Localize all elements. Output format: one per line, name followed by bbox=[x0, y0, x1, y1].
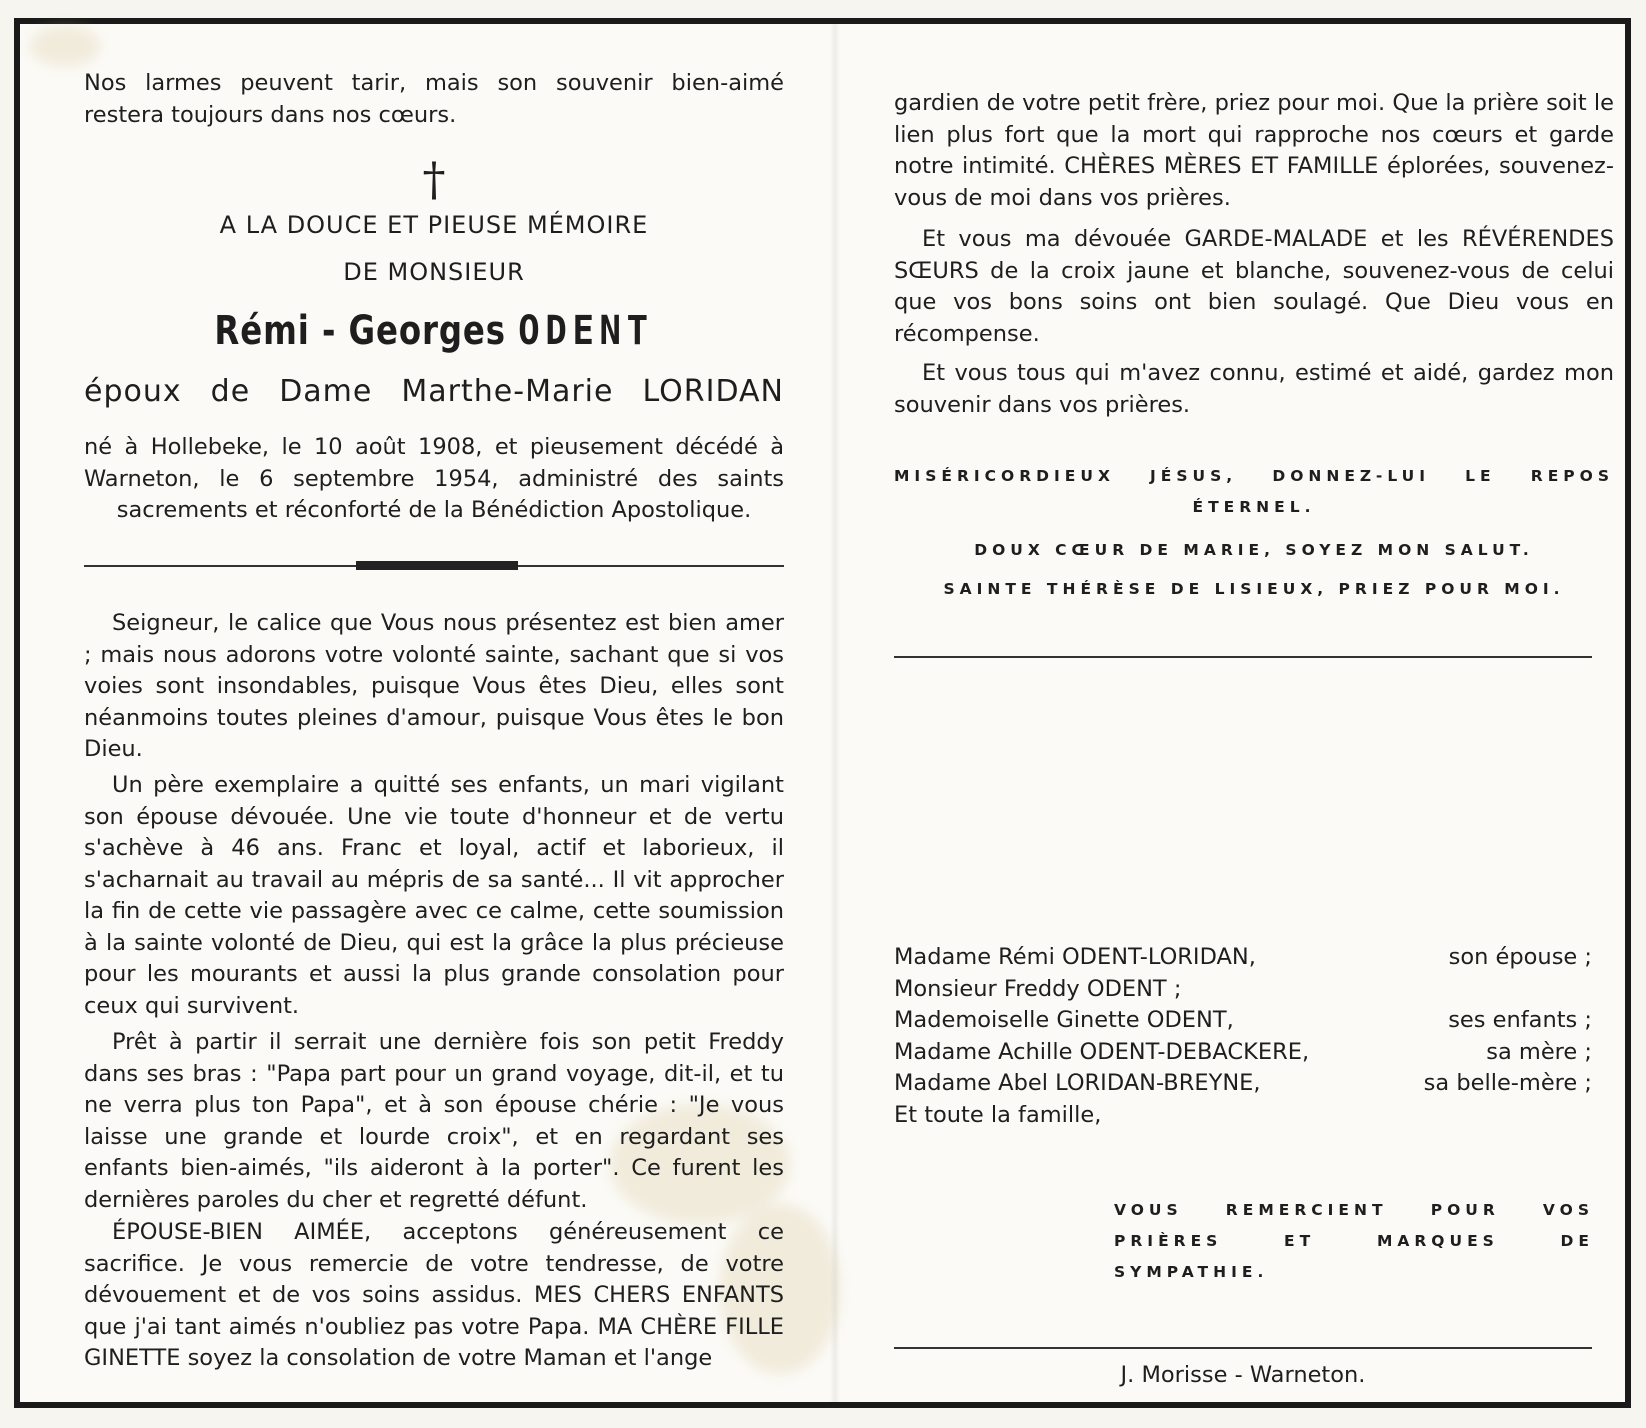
prayer-therese: SAINTE THÉRÈSE DE LISIEUX, PRIEZ POUR MOI. bbox=[943, 580, 1565, 598]
paragraph-nurse: Et vous ma dévouée GARDE-MALADE et les RÉVÉRENDES SŒURS de la croix jaune et blanche, souvenez-vous de celui que vos bons soins ont bien soulagé. Que Dieu vous en récompense. bbox=[894, 226, 1614, 347]
paragraph-farewell: ÉPOUSE-BIEN AIMÉE, acceptons généreusement ce sacrifice. Je vous remercie de votre tendresse, de votre dévouement et de vos soins assidus. MES CHERS ENFANTS que j'ai tant aimés n'oubliez pas votre Papa. MA CHÈRE FILLE GINETTE soyez la consolation de votre Maman et l'ange bbox=[84, 1219, 784, 1371]
family-member-name: Mademoiselle Ginette ODENT, bbox=[894, 1007, 1234, 1033]
paragraph-life: Un père exemplaire a quitté ses enfants, un mari vigilant son épouse dévouée. Une vie toute d'honneur et de vertu s'achève à 46 ans. Franc et loyal, actif et laborieux, il s'acharnait au travail au mépris de sa santé... Il vit approcher la fin de cette vie passagère avec ce calme, cette soumission à la sainte volonté de Dieu, qui est la grâce la plus précieuse pour les mourants et aussi la plus grande consolation pour ceux qui survivent. bbox=[84, 772, 784, 1019]
memorial-heading: A LA DOUCE ET PIEUSE MÉMOIRE bbox=[219, 211, 649, 239]
family-member-name: Madame Abel LORIDAN-BREYNE, bbox=[894, 1070, 1261, 1096]
deceased-first-names: Rémi - Georges bbox=[214, 308, 506, 354]
family-list bbox=[894, 942, 1592, 1131]
spouse-line: époux de Dame Marthe-Marie LORIDAN bbox=[84, 374, 784, 409]
prayer-mary: DOUX CŒUR DE MARIE, SOYEZ MON SALUT. bbox=[974, 541, 1534, 559]
family-member-name: Et toute la famille, bbox=[894, 1101, 1102, 1128]
family-member-relation: ses enfants ; bbox=[1448, 1007, 1592, 1033]
card-fold bbox=[830, 24, 840, 1402]
deceased-surname: ODENT bbox=[518, 308, 654, 354]
family-member-name: Monsieur Freddy ODENT ; bbox=[894, 975, 1182, 1002]
family-member-relation: son épouse ; bbox=[1448, 944, 1592, 970]
family-member-name: Madame Achille ODENT-DEBACKERE, bbox=[894, 1038, 1310, 1065]
paper-stain bbox=[30, 26, 100, 66]
deceased-name bbox=[119, 306, 749, 356]
biography: né à Hollebeke, le 10 août 1908, et pieusement décédé à Warneton, le 6 septembre 1954, administré des saints sacrements et réconforté de la Bénédiction Apostolique. bbox=[84, 434, 784, 523]
family-member-name: Madame Rémi ODENT-LORIDAN, bbox=[894, 944, 1256, 970]
paragraph-last-words: Prêt à partir il serrait une dernière fois son petit Freddy dans ses bras : "Papa part pour un grand voyage, dit-il, et tu ne verra plus ton Papa", et à son épouse chérie : "Je vous laisse une grande et lourde croix", et en regardant ses enfants bien-aimés, "ils aideront à la porter". Ce furent les dernières paroles du cher et regretté défunt. bbox=[84, 1029, 784, 1213]
family-row bbox=[894, 1005, 1592, 1037]
family-member-relation: sa mère ; bbox=[1486, 1038, 1592, 1065]
family-member-relation: sa belle-mère ; bbox=[1423, 1070, 1592, 1096]
cross-icon: † bbox=[422, 152, 446, 206]
family-row bbox=[894, 974, 1592, 1006]
ornamental-divider bbox=[84, 560, 784, 572]
family-row bbox=[894, 1068, 1592, 1100]
family-row bbox=[894, 1100, 1592, 1132]
epitaph: Nos larmes peuvent tarir, mais son souvenir bien-aimé restera toujours dans nos cœurs. bbox=[84, 70, 784, 128]
prayer-jesus: MISÉRICORDIEUX JÉSUS, DONNEZ-LUI LE REPOS ÉTERNEL. bbox=[894, 467, 1614, 516]
memorial-subheading: DE MONSIEUR bbox=[343, 258, 525, 286]
family-row bbox=[894, 942, 1592, 974]
footer-divider bbox=[894, 1347, 1592, 1349]
paragraph-prayer: Seigneur, le calice que Vous nous présentez est bien amer ; mais nous adorons votre volonté sainte, sachant que si vos voies sont insondables, puisque Vous êtes Dieu, elles sont néanmoins toutes pleines d'amour, puisque Vous êtes le bon Dieu. bbox=[84, 610, 784, 762]
family-row bbox=[894, 1037, 1592, 1069]
section-divider bbox=[894, 656, 1592, 658]
thanks-message: VOUS REMERCIENT POUR VOS PRIÈRES ET MARQUES DE SYMPATHIE. bbox=[1114, 1201, 1594, 1281]
paragraph-farewell-continued: gardien de votre petit frère, priez pour moi. Que la prière soit le lien plus fort que la mort qui rapproche nos cœurs et garde notre intimité. CHÈRES MÈRES ET FAMILLE éplorées, souvenez-vous de moi dans vos prières. bbox=[894, 90, 1614, 211]
printer-credit: J. Morisse - Warneton. bbox=[1120, 1362, 1366, 1388]
paragraph-friends: Et vous tous qui m'avez connu, estimé et aidé, gardez mon souvenir dans vos prières. bbox=[894, 360, 1614, 418]
memorial-card bbox=[14, 18, 1631, 1408]
